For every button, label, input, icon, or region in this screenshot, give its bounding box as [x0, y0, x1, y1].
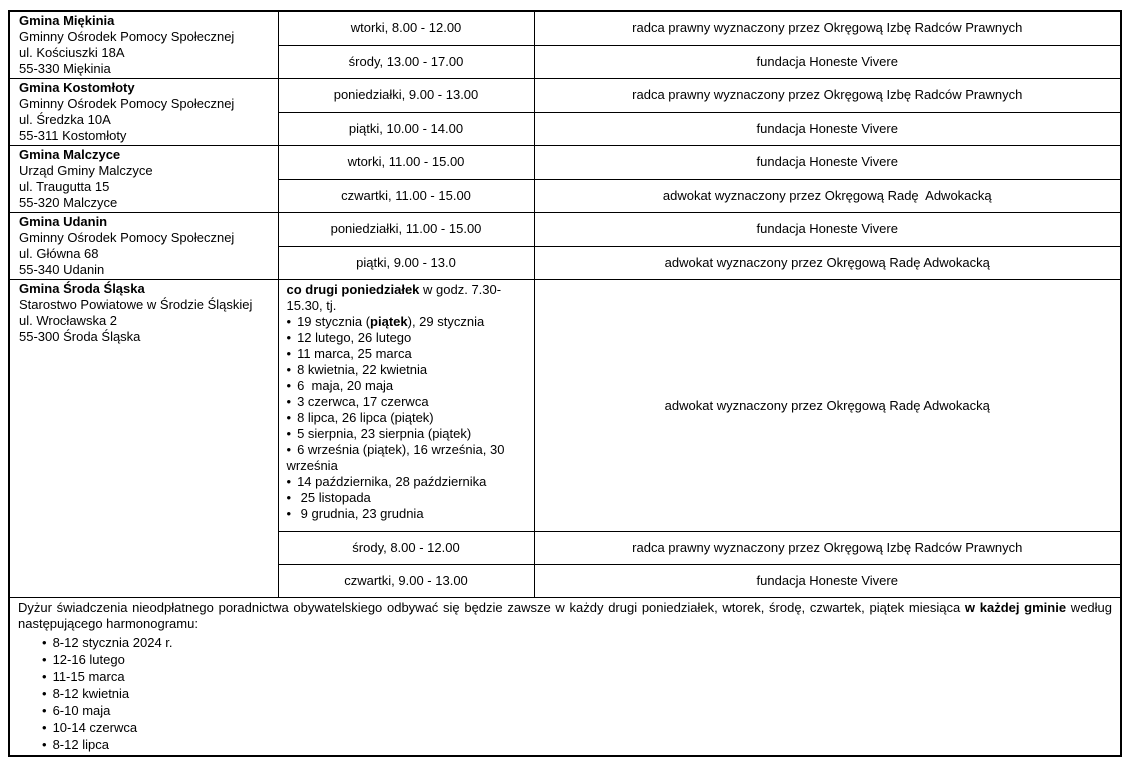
schedule-date-item: • 8 kwietnia, 22 kwietnia — [286, 362, 428, 377]
bullet-icon: • — [286, 410, 292, 425]
schedule-time-cell: czwartki, 9.00 - 13.00 — [278, 565, 534, 598]
footer-text: według następującego harmonogramu: — [18, 600, 1113, 631]
gmina-address-line: 55-340 Udanin — [19, 262, 105, 277]
schedule-intro — [287, 282, 528, 314]
table-row — [9, 146, 1121, 180]
gmina-address-line: Urząd Gminy Malczyce — [19, 163, 153, 178]
gmina-address-line: Gminny Ośrodek Pomocy Społecznej — [19, 230, 235, 245]
bullet-icon: • — [286, 426, 292, 441]
bullet-icon: • — [42, 652, 47, 667]
date-text: ), 29 stycznia — [407, 314, 485, 329]
gmina-cell-udanin — [9, 213, 278, 280]
schedule-time-cell: poniedziałki, 9.00 - 13.00 — [278, 79, 534, 113]
provider-cell: radca prawny wyznaczony przez Okręgową Izbę Radców Prawnych — [534, 11, 1121, 45]
gmina-address-line: ul. Kościuszki 18A — [19, 45, 125, 60]
gmina-name: Gmina Miękinia — [19, 13, 115, 28]
gmina-address-line: Gminny Ośrodek Pomocy Społecznej — [19, 29, 235, 44]
provider-cell: adwokat wyznaczony przez Okręgową Radę Adwokacką — [534, 179, 1121, 213]
bullet-icon: • — [42, 635, 47, 650]
schedule-time-cell: środy, 8.00 - 12.00 — [278, 532, 534, 565]
gmina-address-line: ul. Średzka 10A — [19, 112, 111, 127]
footer-text-bold: w każdej gminie — [964, 600, 1067, 615]
schedule-date-item: • 11 marca, 25 marca — [286, 346, 412, 361]
gmina-name: Gmina Środa Śląska — [19, 281, 145, 296]
gmina-address-line: ul. Wrocławska 2 — [19, 313, 118, 328]
footer-date-item: • 8-12 kwietnia — [42, 686, 130, 701]
footer-dates-list — [18, 634, 1112, 753]
schedule-date-item: • 5 sierpnia, 23 sierpnia (piątek) — [286, 426, 472, 441]
footer-cell — [9, 598, 1121, 757]
bullet-icon: • — [286, 330, 292, 345]
table-row — [9, 11, 1121, 45]
schedule-time-cell: środy, 13.00 - 17.00 — [278, 45, 534, 79]
schedule-date-item: • 6 maja, 20 maja — [286, 378, 394, 393]
gmina-cell-miekinia — [9, 11, 278, 79]
provider-cell: fundacja Honeste Vivere — [534, 112, 1121, 146]
schedule-intro-rest: w godz. 7.30-15.30, tj. — [286, 282, 502, 313]
schedule-time-cell: piątki, 9.00 - 13.0 — [278, 246, 534, 280]
schedule-date-item: • 3 czerwca, 17 czerwca — [286, 394, 429, 409]
gmina-address-line: ul. Traugutta 15 — [19, 179, 110, 194]
gmina-address-line: Starostwo Powiatowe w Środzie Śląskiej — [19, 297, 253, 312]
provider-cell: radca prawny wyznaczony przez Okręgową Izbę Radców Prawnych — [534, 79, 1121, 113]
table-row — [9, 213, 1121, 247]
schedule-time-cell: wtorki, 8.00 - 12.00 — [278, 11, 534, 45]
schedule-time-cell: piątki, 10.00 - 14.00 — [278, 112, 534, 146]
date-text: 19 stycznia ( — [297, 314, 371, 329]
provider-cell: fundacja Honeste Vivere — [534, 565, 1121, 598]
schedule-date-item: • 9 grudnia, 23 grudnia — [286, 506, 424, 521]
gmina-address-line: ul. Główna 68 — [19, 246, 99, 261]
bullet-icon: • — [42, 703, 47, 718]
table-row — [9, 280, 1121, 532]
footer-date-item: • 11-15 marca — [42, 669, 125, 684]
gmina-cell-kostomloty — [9, 79, 278, 146]
bullet-icon: • — [286, 378, 292, 393]
footer-text: Dyżur świadczenia nieodpłatnego poradnictwa obywatelskiego odbywać się będzie zawsze w każdy drugi poniedziałek, wtorek, środę, czwartek, piątek miesiąca — [18, 600, 965, 615]
bullet-icon: • — [286, 490, 292, 505]
bullet-icon: • — [286, 506, 292, 521]
bullet-icon: • — [286, 394, 292, 409]
schedule-date-item: • 12 lutego, 26 lutego — [286, 330, 412, 345]
schedule-date-item: • 6 września (piątek), 16 września, 30 września — [286, 442, 509, 473]
table-row — [9, 598, 1121, 757]
gmina-address-line: Gminny Ośrodek Pomocy Społecznej — [19, 96, 235, 111]
bullet-icon: • — [286, 474, 292, 489]
bullet-icon: • — [286, 314, 292, 329]
provider-cell: adwokat wyznaczony przez Okręgową Radę Adwokacką — [534, 246, 1121, 280]
gmina-address-line: 55-300 Środa Śląska — [19, 329, 141, 344]
schedule-time-cell: czwartki, 11.00 - 15.00 — [278, 179, 534, 213]
bullet-icon: • — [42, 720, 47, 735]
footer-date-item: • 12-16 lutego — [42, 652, 125, 667]
bullet-icon: • — [42, 669, 47, 684]
bullet-icon: • — [286, 362, 292, 377]
legal-aid-schedule-table — [8, 10, 1122, 757]
schedule-date-item — [287, 314, 528, 330]
schedule-date-item: • 25 listopada — [286, 490, 371, 505]
provider-cell: fundacja Honeste Vivere — [534, 45, 1121, 79]
gmina-address-line: 55-320 Malczyce — [19, 195, 118, 210]
date-text-bold: piątek — [370, 314, 408, 329]
footer-date-item: • 6-10 maja — [42, 703, 111, 718]
footer-paragraph — [18, 600, 1112, 632]
footer-date-item: • 10-14 czerwca — [42, 720, 138, 735]
bullet-icon: • — [286, 442, 292, 457]
provider-cell: radca prawny wyznaczony przez Okręgową Izbę Radców Prawnych — [534, 532, 1121, 565]
bullet-icon: • — [42, 737, 47, 752]
schedule-intro-bold: co drugi poniedziałek — [286, 282, 420, 297]
table-row — [9, 79, 1121, 113]
gmina-cell-sroda-slaska — [9, 280, 278, 598]
gmina-address-line: 55-330 Miękinia — [19, 61, 111, 76]
schedule-date-item: • 14 października, 28 października — [286, 474, 487, 489]
schedule-date-item: • 8 lipca, 26 lipca (piątek) — [286, 410, 434, 425]
schedule-dates-cell — [278, 280, 534, 532]
footer-date-item: • 8-12 stycznia 2024 r. — [42, 635, 173, 650]
gmina-name: Gmina Udanin — [19, 214, 108, 229]
schedule-time-cell: poniedziałki, 11.00 - 15.00 — [278, 213, 534, 247]
gmina-name: Gmina Kostomłoty — [19, 80, 135, 95]
gmina-address-line: 55-311 Kostomłoty — [19, 128, 127, 143]
gmina-cell-malczyce — [9, 146, 278, 213]
schedule-time-cell: wtorki, 11.00 - 15.00 — [278, 146, 534, 180]
schedule-dates-list — [287, 314, 528, 522]
provider-cell: fundacja Honeste Vivere — [534, 146, 1121, 180]
bullet-icon: • — [42, 686, 47, 701]
bullet-icon: • — [286, 346, 292, 361]
footer-date-item: • 8-12 lipca — [42, 737, 109, 752]
provider-cell: fundacja Honeste Vivere — [534, 213, 1121, 247]
provider-cell: adwokat wyznaczony przez Okręgową Radę Adwokacką — [534, 280, 1121, 532]
gmina-name: Gmina Malczyce — [19, 147, 121, 162]
